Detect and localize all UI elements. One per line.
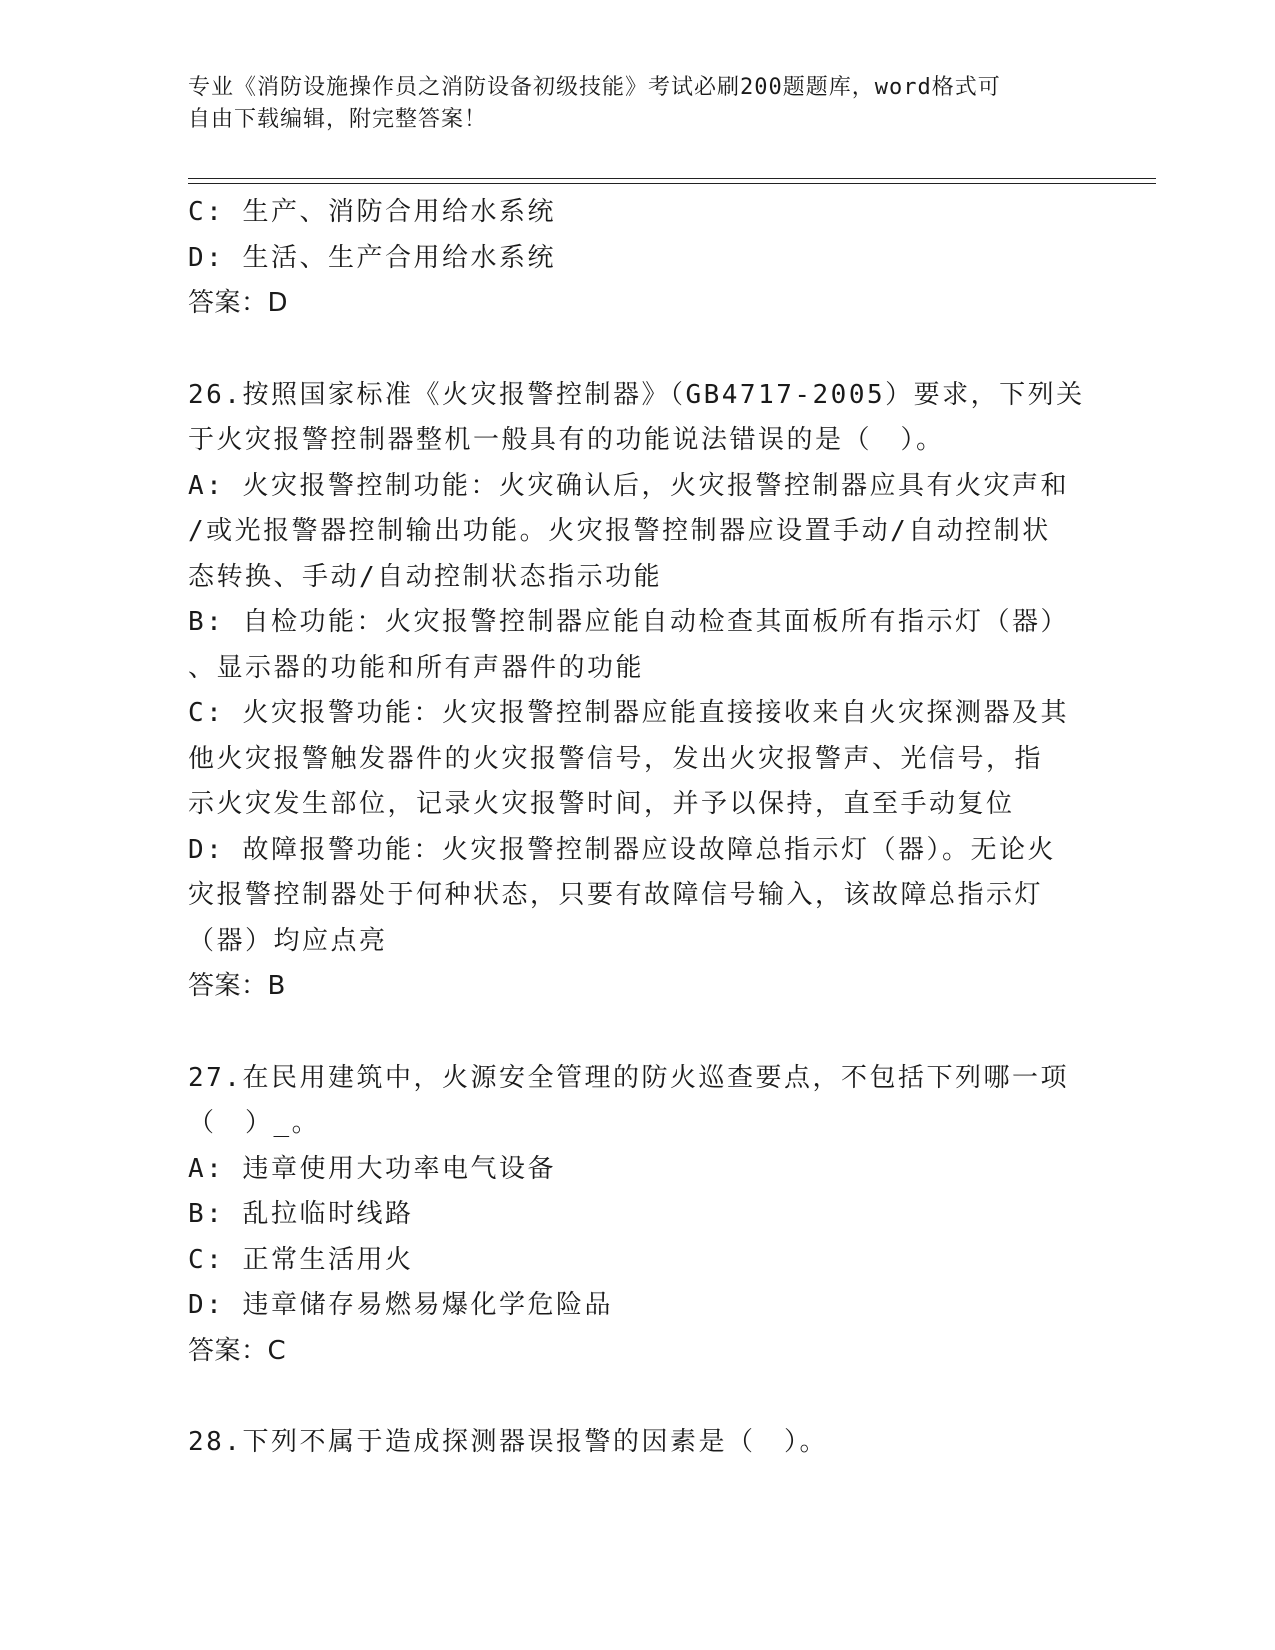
q26-option-c-line-1: C: 火灾报警功能：火灾报警控制器应能直接接收来自火灾探测器及其 <box>188 698 1069 728</box>
q25-option-c: C: 生产、消防合用给水系统 <box>188 197 556 227</box>
question-gap <box>188 1010 1088 1056</box>
q27-stem-line-2: （ ）_。 <box>188 1108 321 1138</box>
q26-option-d-line-2: 灾报警控制器处于何种状态，只要有故障信号输入，该故障总指示灯 <box>188 880 1044 910</box>
q25-answer: 答案：D <box>188 288 289 318</box>
q27-option-a: A: 违章使用大功率电气设备 <box>188 1153 556 1184</box>
q25-option-d: D: 生活、生产合用给水系统 <box>188 242 556 273</box>
question-28-block <box>188 1420 1088 1466</box>
q26-option-b-line-2: 、显示器的功能和所有声器件的功能 <box>188 652 645 683</box>
q26-option-b-line-1: B: 自检功能：火灾报警控制器应能自动检查其面板所有指示灯（器） <box>188 607 1069 637</box>
q28-stem-line-1: 28.下列不属于造成探测器误报警的因素是（ ）。 <box>188 1427 828 1457</box>
q26-option-a-line-3: 态转换、手动/自动控制状态指示功能 <box>188 561 663 592</box>
q27-stem-line-1: 27.在民用建筑中，火源安全管理的防火巡查要点，不包括下列哪一项 <box>188 1062 1069 1093</box>
q26-option-c-line-3: 示火灾发生部位，记录火灾报警时间，并予以保持，直至手动复位 <box>188 789 1015 819</box>
q27-option-d: D: 违章储存易燃易爆化学危险品 <box>188 1290 613 1320</box>
question-gap <box>188 1374 1088 1420</box>
header-divider-top <box>188 178 1156 179</box>
header-title-line-2: 自由下载编辑，附完整答案！ <box>188 107 488 132</box>
question-26-block <box>188 373 1088 1010</box>
q26-option-a-line-2: /或光报警器控制输出功能。火灾报警控制器应设置手动/自动控制状 <box>188 516 1051 546</box>
q27-answer: 答案：C <box>188 1335 287 1366</box>
header-divider-bottom <box>188 183 1156 184</box>
q27-option-b: B: 乱拉临时线路 <box>188 1199 414 1229</box>
q26-stem-line-2: 于火灾报警控制器整机一般具有的功能说法错误的是（ ）。 <box>188 425 945 455</box>
q26-answer: 答案：B <box>188 971 286 1001</box>
q26-option-d-line-3: （器）均应点亮 <box>188 925 388 956</box>
document-header <box>188 72 1068 136</box>
question-27-block <box>188 1056 1088 1375</box>
question-content <box>188 190 1088 1466</box>
q27-option-c: C: 正常生活用火 <box>188 1244 414 1275</box>
q26-stem-line-1: 26.按照国家标准《火灾报警控制器》（GB4717-2005）要求，下列关 <box>188 379 1085 410</box>
q26-option-a-line-1: A: 火灾报警控制功能：火灾确认后，火灾报警控制器应具有火灾声和 <box>188 470 1069 501</box>
q26-option-c-line-2: 他火灾报警触发器件的火灾报警信号，发出火灾报警声、光信号，指 <box>188 743 1044 774</box>
header-title-line-1: 专业《消防设施操作员之消防设备初级技能》考试必刷200题题库，word格式可 <box>188 75 1001 100</box>
q26-option-d-line-1: D: 故障报警功能：火灾报警控制器应设故障总指示灯（器）。无论火 <box>188 834 1056 865</box>
question-25-block <box>188 190 1088 327</box>
question-gap <box>188 327 1088 373</box>
